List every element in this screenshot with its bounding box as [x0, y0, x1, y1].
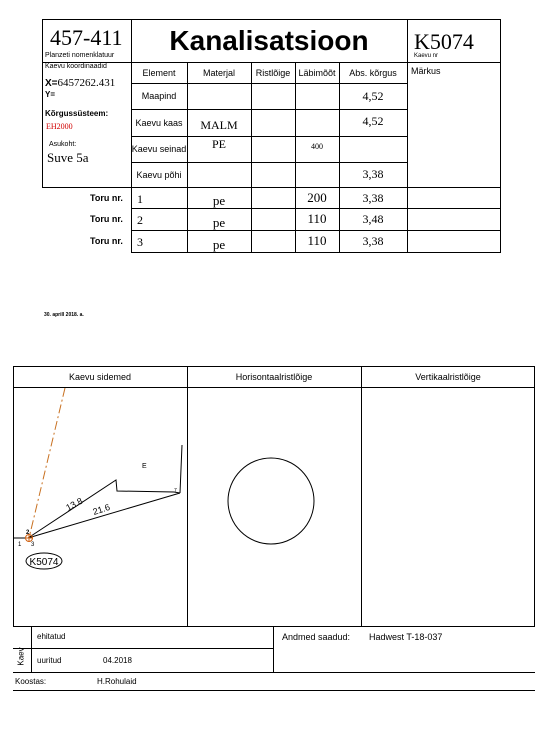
- y-label: Y=: [45, 90, 56, 99]
- pipe-height: 3,48: [362, 211, 384, 226]
- pipe-material: pe: [212, 237, 226, 252]
- pipe-label: Toru nr.: [90, 214, 123, 224]
- measured-value: 04.2018: [103, 656, 132, 665]
- horizontal-section-drawing: [188, 388, 360, 626]
- compiled-value: H.Rohulaid: [97, 677, 137, 686]
- row-diameter: 400: [311, 141, 323, 151]
- row-element: Kaevu kaas: [135, 117, 183, 128]
- height-system-label: Kõrgussüsteem:: [45, 109, 109, 118]
- well-number-label: Kaevu nr: [414, 53, 439, 59]
- well-tag: K5074: [29, 557, 59, 568]
- data-source-label: Andmed saadud:: [282, 632, 351, 642]
- ties-line: [180, 445, 182, 493]
- row-material: PE: [211, 136, 226, 151]
- col-diameter: Läbimõõt: [298, 67, 336, 78]
- nomenclature-label: Planzeti nomenklatuur: [45, 52, 115, 59]
- row-height: 4,52: [362, 88, 384, 103]
- row-material: MALM: [200, 118, 238, 132]
- well-circle: [228, 458, 314, 544]
- location-value: Suve 5a: [47, 150, 89, 165]
- row-element: Kaevu seinad: [131, 144, 187, 154]
- built-label: ehitatud: [37, 632, 66, 641]
- data-source-value: Hadwest T-18-037: [369, 632, 443, 642]
- col-element: Element: [142, 67, 176, 78]
- distance-label: 21.6: [91, 501, 112, 517]
- compiled-label: Koostas:: [15, 677, 47, 686]
- pipe-height: 3,38: [362, 190, 384, 205]
- pipe-line: [29, 388, 65, 538]
- row-element: Kaevu põhi: [136, 170, 182, 180]
- pipe-number: 1: [137, 192, 143, 206]
- coords-label: Kaevu koordinaadid: [45, 63, 107, 70]
- row-height: 3,38: [362, 166, 384, 181]
- nomenclature-value: 457-411: [50, 25, 123, 50]
- well-number-value: K5074: [414, 29, 474, 54]
- x-label: X=: [45, 78, 58, 89]
- point-label: 7: [174, 488, 177, 494]
- x-coord: [45, 77, 115, 89]
- col-material: Materjal: [202, 67, 235, 78]
- distance-label: 13.8: [64, 495, 85, 513]
- pipe-number: 2: [137, 213, 143, 227]
- row-material: [187, 83, 251, 109]
- section-ties-header: Kaevu sidemed: [68, 371, 132, 382]
- ties-sketch: [14, 388, 186, 626]
- side-label: Kaev: [16, 647, 26, 666]
- section-horizontal-header: Horisontaalristlõige: [235, 371, 313, 382]
- location-label: Asukoht:: [49, 141, 77, 148]
- row-element: Maapind: [141, 91, 177, 101]
- pipe-diameter: 200: [307, 190, 327, 205]
- pipe-diameter: 110: [307, 211, 327, 226]
- pipe-number: 3: [137, 235, 143, 249]
- page-title: Kanalisatsioon: [169, 25, 369, 56]
- col-height: Abs. kõrgus: [349, 67, 397, 78]
- height-system-value: EH2000: [46, 122, 73, 131]
- pipe-material: pe: [212, 193, 226, 208]
- pipe-label: Toru nr.: [90, 193, 123, 203]
- pipe-diameter: 110: [307, 233, 327, 248]
- point-label: 3: [31, 542, 35, 548]
- row-height: 4,52: [362, 113, 384, 128]
- measured-label: uuritud: [37, 656, 62, 665]
- point-label: 2: [26, 530, 30, 536]
- x-value: 6457262.431: [57, 77, 116, 89]
- pipe-material: pe: [212, 215, 226, 230]
- ties-line: [28, 493, 180, 538]
- section-vertical-header: Vertikaalristlõige: [415, 371, 481, 382]
- pipe-label: Toru nr.: [90, 236, 123, 246]
- col-cross: Ristlõige: [255, 67, 291, 78]
- point-label: 1: [18, 542, 22, 548]
- document-date: 30. aprill 2018. a.: [44, 312, 84, 318]
- point-label-e: E: [142, 463, 147, 470]
- pipe-height: 3,38: [362, 233, 384, 248]
- col-remark: Märkus: [411, 66, 441, 76]
